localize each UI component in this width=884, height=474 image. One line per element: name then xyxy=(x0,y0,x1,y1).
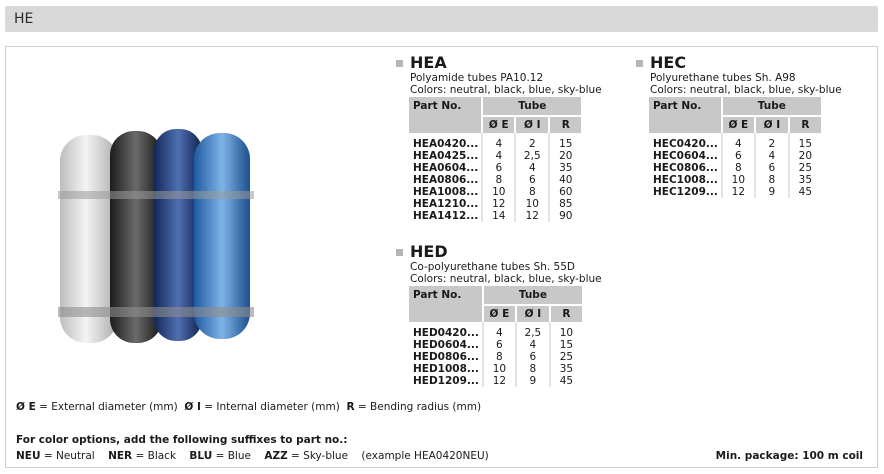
table-row: HEC0604... 6 4 20 xyxy=(649,150,821,162)
suffix-example: (example HEA0420NEU) xyxy=(361,450,489,462)
table-row: HED1008... 10 8 35 xyxy=(409,363,582,375)
hea-group xyxy=(396,54,602,222)
table-row: HEA0604... 6 4 35 xyxy=(409,162,581,174)
legend-r-text: = Bending radius (mm) xyxy=(354,401,482,413)
hed-table xyxy=(409,286,582,387)
tube-coils-photo xyxy=(58,127,254,349)
legend-r-symbol: R xyxy=(346,401,355,413)
color-options-title: For color options, add the following suffixes to part no.: xyxy=(16,434,348,446)
hec-group xyxy=(636,54,842,198)
hec-table xyxy=(649,97,821,198)
hec-col-i: Ø I xyxy=(755,116,789,134)
legend-e-text: = External diameter (mm) xyxy=(35,401,178,413)
hed-group xyxy=(396,243,602,387)
table-row: HED0604... 6 4 15 xyxy=(409,339,582,351)
dimension-legend xyxy=(16,401,481,413)
hed-tube-header: Tube xyxy=(483,286,582,305)
coil-strap-bottom xyxy=(58,307,254,317)
bullet-square-icon xyxy=(636,60,643,67)
table-row: HEC0806... 8 6 25 xyxy=(649,162,821,174)
hec-colors: Colors: neutral, black, blue, sky-blue xyxy=(650,84,842,96)
suffix-blu: BLU xyxy=(189,450,213,462)
suffix-neu: NEU xyxy=(16,450,41,462)
table-row: HED0420... 4 2,5 10 xyxy=(409,327,582,339)
table-row: HEC0420... 4 2 15 xyxy=(649,138,821,150)
hea-col-i: Ø I xyxy=(515,116,549,134)
table-row: HEA1008... 10 8 60 xyxy=(409,186,581,198)
table-row: HEA0420... 4 2 15 xyxy=(409,138,581,150)
table-row: HEA0806... 8 6 40 xyxy=(409,174,581,186)
hea-table xyxy=(409,97,581,222)
hec-col-e: Ø E xyxy=(722,116,755,134)
bullet-square-icon xyxy=(396,60,403,67)
hed-col-i: Ø I xyxy=(516,305,550,323)
table-row: HEC1008... 10 8 35 xyxy=(649,174,821,186)
hed-col-r: R xyxy=(550,305,582,323)
product-panel xyxy=(5,46,878,468)
suffix-azz: AZZ xyxy=(264,450,288,462)
hed-part-header: Part No. xyxy=(409,286,483,322)
hed-col-e: Ø E xyxy=(483,305,516,323)
hea-colors: Colors: neutral, black, blue, sky-blue xyxy=(410,84,602,96)
table-row: HED0806... 8 6 25 xyxy=(409,351,582,363)
hed-material: Co-polyurethane tubes Sh. 55D xyxy=(410,261,575,273)
suffix-ner: NER xyxy=(108,450,133,462)
legend-e-symbol: Ø E xyxy=(16,401,36,413)
bullet-square-icon xyxy=(396,249,403,256)
color-suffix-list: NEU = Neutral NER = Black BLU = Blue AZZ = Sky-blue (example HEA0420NEU) xyxy=(16,450,489,462)
table-row: HEA1210... 12 10 85 xyxy=(409,198,581,210)
legend-i-text: = Internal diameter (mm) xyxy=(200,401,340,413)
hea-col-r: R xyxy=(549,116,581,134)
hed-colors: Colors: neutral, black, blue, sky-blue xyxy=(410,273,602,285)
hea-tube-header: Tube xyxy=(482,97,581,116)
hed-title: HED xyxy=(410,242,448,261)
hec-col-r: R xyxy=(789,116,821,134)
table-row: HEA1412... 14 12 90 xyxy=(409,210,581,222)
hea-title: HEA xyxy=(410,53,447,72)
legend-i-symbol: Ø I xyxy=(184,401,201,413)
hec-part-header: Part No. xyxy=(649,97,722,133)
min-package: Min. package: 100 m coil xyxy=(715,450,863,462)
section-title: HE xyxy=(14,11,34,27)
section-header xyxy=(5,6,878,32)
hec-tube-header: Tube xyxy=(722,97,821,116)
hea-part-header: Part No. xyxy=(409,97,482,133)
table-row: HED1209... 12 9 45 xyxy=(409,375,582,387)
hea-col-e: Ø E xyxy=(482,116,515,134)
table-row: HEA0425... 4 2,5 20 xyxy=(409,150,581,162)
hea-material: Polyamide tubes PA10.12 xyxy=(410,72,544,84)
hec-title: HEC xyxy=(650,53,687,72)
hec-material: Polyurethane tubes Sh. A98 xyxy=(650,72,796,84)
table-row: HEC1209... 12 9 45 xyxy=(649,186,821,198)
coil-strap-top xyxy=(58,191,254,199)
